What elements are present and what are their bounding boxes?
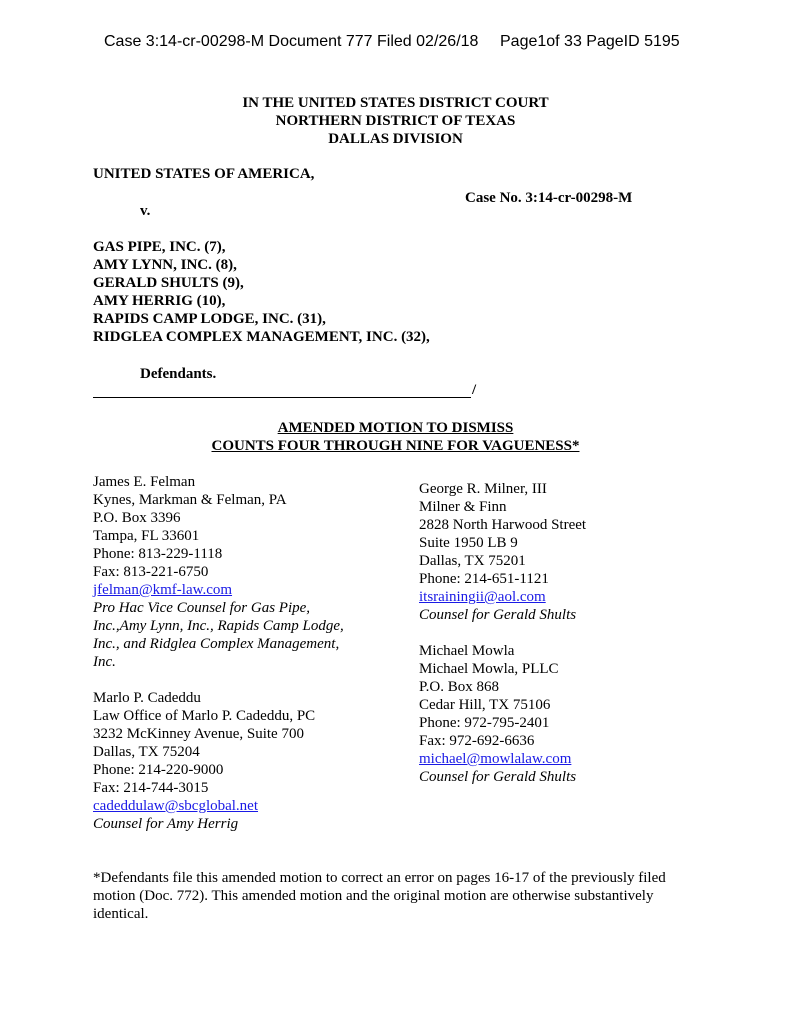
counsel-role: Inc.,Amy Lynn, Inc., Rapids Camp Lodge, (93, 618, 344, 634)
counsel-line: Marlo P. Cadeddu (93, 690, 201, 706)
counsel-block-mowla (419, 642, 576, 786)
plaintiff: UNITED STATES OF AMERICA, (93, 166, 315, 182)
court-district: NORTHERN DISTRICT OF TEXAS (275, 113, 516, 129)
counsel-line: Cedar Hill, TX 75106 (419, 697, 551, 713)
docket-header: Case 3:14-cr-00298-M Document 777 Filed 02/26/18 (104, 33, 479, 50)
counsel-block-cadeddu (93, 689, 315, 833)
defendant-name: RAPIDS CAMP LODGE, INC. (31), (93, 311, 326, 327)
counsel-line: Fax: 972-692-6636 (419, 733, 535, 749)
counsel-role: Counsel for Gerald Shults (419, 769, 577, 785)
counsel-line: Law Office of Marlo P. Cadeddu, PC (93, 708, 316, 724)
footnote: *Defendants file this amended motion to correct an error on pages 16-17 of the previously filed motion (Doc. 772). This amended motion and the original motion are otherwise substantively identical. (93, 870, 666, 922)
counsel-line: Michael Mowla (419, 643, 515, 659)
defendants-label: Defendants. (140, 366, 217, 382)
counsel-block-milner (419, 480, 586, 624)
page-id-header: Page1of 33 PageID 5195 (500, 33, 680, 50)
counsel-line: P.O. Box 3396 (93, 510, 181, 526)
counsel-role: Pro Hac Vice Counsel for Gas Pipe, (93, 600, 311, 616)
caption-rule (93, 397, 471, 398)
case-number: Case No. 3:14-cr-00298-M (465, 190, 633, 206)
email-link[interactable]: jfelman@kmf-law.com (93, 582, 233, 598)
counsel-line: Fax: 813-221-6750 (93, 564, 209, 580)
counsel-role: Inc. (93, 654, 116, 670)
counsel-line: Tampa, FL 33601 (93, 528, 200, 544)
counsel-line: Fax: 214-744-3015 (93, 780, 209, 796)
defendant-name: GERALD SHULTS (9), (93, 275, 244, 291)
counsel-role: Counsel for Gerald Shults (419, 607, 577, 623)
email-link[interactable]: michael@mowlalaw.com (419, 751, 572, 767)
counsel-line: Dallas, TX 75204 (93, 744, 200, 760)
counsel-line: James E. Felman (93, 474, 196, 490)
counsel-line: P.O. Box 868 (419, 679, 500, 695)
email-link[interactable]: itsrainingii@aol.com (419, 589, 546, 605)
court-name: IN THE UNITED STATES DISTRICT COURT (242, 95, 549, 111)
motion-title: AMENDED MOTION TO DISMISS (277, 420, 514, 436)
defendant-name: GAS PIPE, INC. (7), (93, 239, 226, 255)
motion-subtitle: COUNTS FOUR THROUGH NINE FOR VAGUENESS* (211, 438, 580, 454)
counsel-line: George R. Milner, III (419, 481, 547, 497)
counsel-line: Phone: 813-229-1118 (93, 546, 223, 562)
counsel-line: Michael Mowla, PLLC (419, 661, 559, 677)
versus: v. (140, 203, 151, 219)
counsel-block-felman (93, 473, 344, 671)
court-division: DALLAS DIVISION (328, 131, 463, 147)
counsel-line: Dallas, TX 75201 (419, 553, 526, 569)
counsel-line: 3232 McKinney Avenue, Suite 700 (93, 726, 304, 742)
defendant-name: AMY LYNN, INC. (8), (93, 257, 237, 273)
caption-rule-end: / (472, 382, 477, 398)
counsel-line: 2828 North Harwood Street (419, 517, 587, 533)
counsel-role: Inc., and Ridglea Complex Management, (93, 636, 340, 652)
counsel-line: Suite 1950 LB 9 (419, 535, 518, 551)
email-link[interactable]: cadeddulaw@sbcglobal.net (93, 798, 259, 814)
counsel-role: Counsel for Amy Herrig (93, 816, 239, 832)
counsel-line: Phone: 214-651-1121 (419, 571, 549, 587)
defendants-list (93, 238, 430, 346)
counsel-line: Milner & Finn (419, 499, 507, 515)
counsel-line: Phone: 214-220-9000 (93, 762, 224, 778)
defendant-name: RIDGLEA COMPLEX MANAGEMENT, INC. (32), (93, 329, 430, 345)
counsel-line: Phone: 972-795-2401 (419, 715, 550, 731)
counsel-line: Kynes, Markman & Felman, PA (93, 492, 287, 508)
defendant-name: AMY HERRIG (10), (93, 293, 226, 309)
